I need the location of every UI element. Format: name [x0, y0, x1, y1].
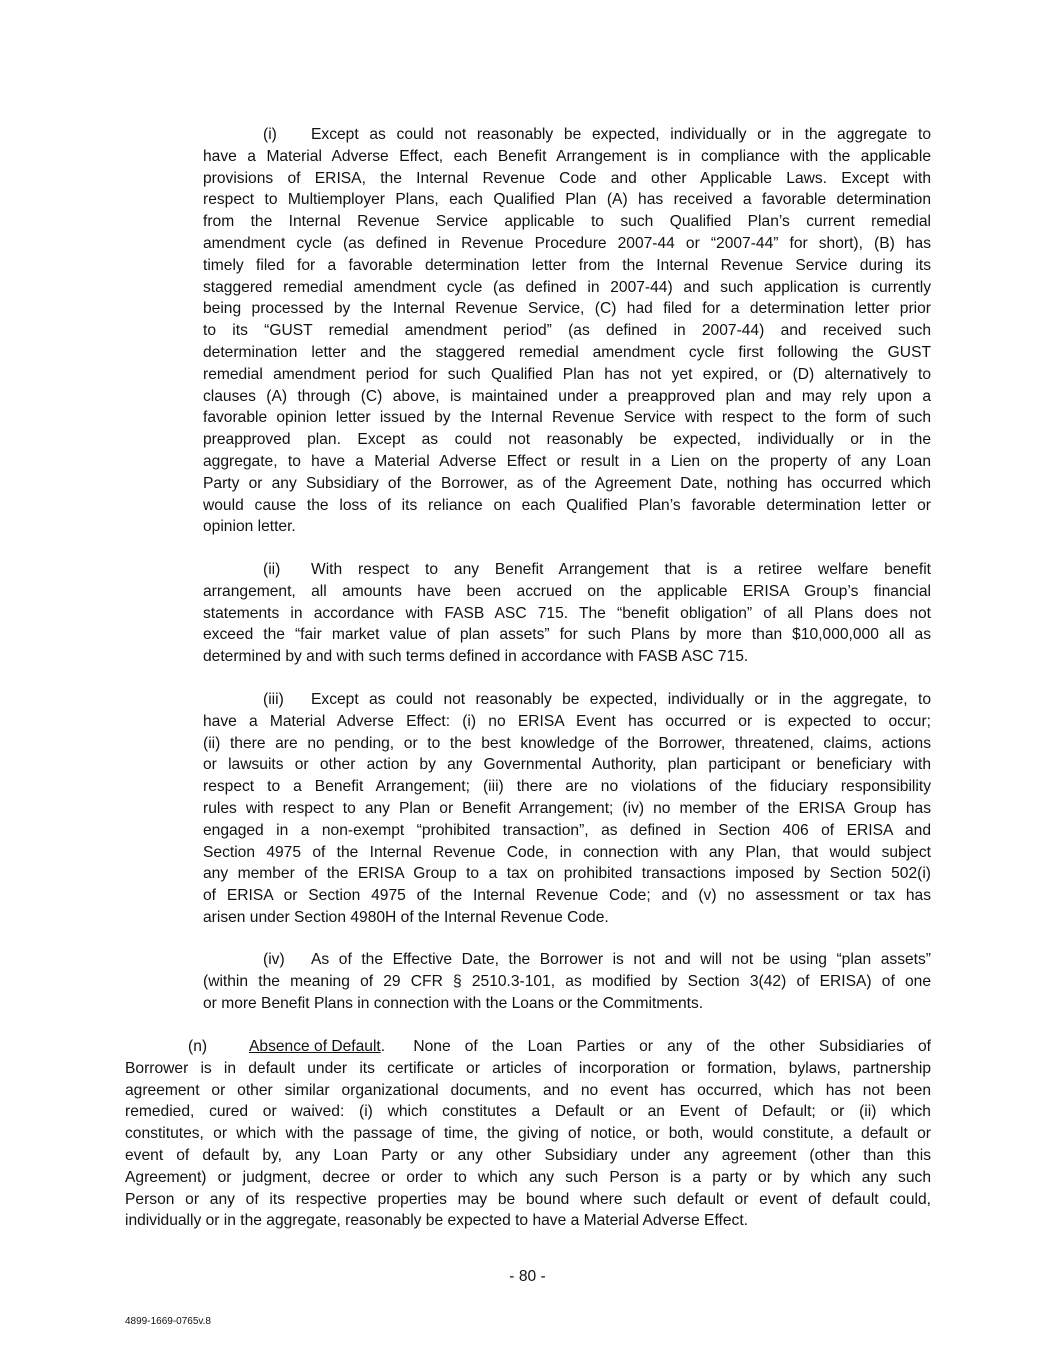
subsection-paragraph: [203, 559, 931, 668]
subsection-paragraph: [203, 124, 931, 538]
paragraph-line: aggregate, to have a Material Adverse Effect or result in a Lien on the property of any Loan: [203, 452, 931, 470]
paragraph-line: event of default by, any Loan Party or any other Subsidiary under any agreement (other than this: [125, 1146, 931, 1164]
paragraph-line: or lawsuits or other action by any Governmental Authority, plan participant or beneficiary with: [203, 756, 931, 774]
paragraph-line: or more Benefit Plans in connection with the Loans or the Commitments.: [203, 994, 704, 1012]
paragraph-line: preapproved plan. Except as could not reasonably be expected, individually or in the: [203, 431, 931, 449]
paragraph-line: provisions of ERISA, the Internal Revenue Code and other Applicable Laws. Except with: [203, 169, 931, 187]
paragraph-line: constitutes, or which with the passage of time, the giving of notice, or both, would constitute, a default or: [125, 1125, 931, 1143]
document-id: 4899-1669-0765v.8: [125, 1316, 211, 1327]
paragraph-line: statements in accordance with FASB ASC 715. The “benefit obligation” of all Plans does not: [203, 604, 931, 622]
paragraph-line: Borrower is in default under its certificate or articles of incorporation or formation, bylaws, partnership: [125, 1059, 931, 1077]
section-label: (n): [188, 1038, 208, 1055]
paragraph-line: Agreement) or judgment, decree or order to which any such Person is a party or by which any such: [125, 1168, 931, 1186]
paragraph-line: opinion letter.: [203, 518, 296, 536]
line-text: . None of the Loan Parties or any of the other Subsidiaries of: [380, 1038, 931, 1055]
paragraph-line: remedial amendment period for such Qualified Plan has not yet expired, or (D) alternatively to: [203, 365, 931, 383]
subsection-label: (ii): [263, 561, 281, 578]
subsection-paragraph: [203, 949, 931, 1014]
subsection-label: (iv): [263, 951, 285, 968]
paragraph-line: remedied, cured or waived: (i) which constitutes a Default or an Event of Default; or (ii) which: [125, 1103, 931, 1121]
paragraph-line: (within the meaning of 29 CFR § 2510.3-101, as modified by Section 3(42) of ERISA) of one: [203, 972, 931, 990]
paragraph-line: Party or any Subsidiary of the Borrower, as of the Agreement Date, nothing has occurred which: [203, 474, 931, 492]
paragraph-line: Person or any of its respective properties may be bound where such default or event of default could,: [125, 1190, 931, 1208]
paragraph-line: staggered remedial amendment cycle (as defined in 2007-44) and such application is currently: [203, 278, 931, 296]
paragraph-line: have a Material Adverse Effect: (i) no ERISA Event has occurred or is expected to occur;: [203, 712, 931, 730]
paragraph-line: engaged in a non-exempt “prohibited transaction”, as defined in Section 406 of ERISA and: [203, 821, 931, 839]
subsection-paragraph: [203, 689, 931, 929]
paragraph-first-line: [203, 559, 931, 581]
paragraph-line: agreement or other similar organizational documents, and no event has occurred, which has not been: [125, 1081, 931, 1099]
paragraph-line: amendment cycle (as defined in Revenue Procedure 2007-44 or “2007-44” for short), (B) has: [203, 234, 931, 252]
section-absence-of-default: [125, 1036, 931, 1232]
paragraph-line: individually or in the aggregate, reasonably be expected to have a Material Adverse Effect.: [125, 1212, 748, 1230]
page-number: - 80 -: [509, 1268, 546, 1285]
paragraph-line: have a Material Adverse Effect, each Benefit Arrangement is in compliance with the applicable: [203, 147, 931, 165]
paragraph-line: to its “GUST remedial amendment period” (as defined in 2007-44) and received such: [203, 322, 931, 340]
subsection-label: (iii): [263, 691, 284, 708]
paragraph-first-line: [125, 1036, 931, 1058]
paragraph-first-line: [203, 124, 931, 146]
paragraph-line: favorable opinion letter issued by the Internal Revenue Service with respect to the form of such: [203, 409, 931, 427]
paragraph-line: being processed by the Internal Revenue Service, (C) had filed for a determination letter prior: [203, 300, 931, 318]
paragraph-line: from the Internal Revenue Service applicable to such Qualified Plan’s current remedial: [203, 213, 931, 231]
paragraph-line: (ii) there are no pending, or to the best knowledge of the Borrower, threatened, claims, actions: [203, 734, 931, 752]
line-text: As of the Effective Date, the Borrower is not and will not be using “plan assets”: [311, 951, 931, 968]
paragraph-line: determination letter and the staggered remedial amendment cycle first following the GUST: [203, 343, 931, 361]
paragraph-first-line: [203, 949, 931, 971]
paragraph-line: arrangement, all amounts have been accrued on the applicable ERISA Group’s financial: [203, 582, 931, 600]
line-text: With respect to any Benefit Arrangement that is a retiree welfare benefit: [311, 561, 931, 578]
paragraph-line: arisen under Section 4980H of the Internal Revenue Code.: [203, 908, 609, 926]
paragraph-line: respect to Multiemployer Plans, each Qualified Plan (A) has received a favorable determination: [203, 191, 931, 209]
paragraph-line: clauses (A) through (C) above, is maintained under a preapproved plan and may rely upon a: [203, 387, 931, 405]
paragraph-line: determined by and with such terms defined in accordance with FASB ASC 715.: [203, 648, 749, 666]
paragraph-first-line: [203, 689, 931, 711]
paragraph-line: Section 4975 of the Internal Revenue Code, in connection with any Plan, that would subject: [203, 843, 931, 861]
section-heading: Absence of Default: [249, 1038, 381, 1055]
paragraph-line: of ERISA or Section 4975 of the Internal Revenue Code; and (v) no assessment or tax has: [203, 887, 931, 905]
paragraph-line: timely filed for a favorable determination letter from the Internal Revenue Service during its: [203, 256, 931, 274]
paragraph-line: any member of the ERISA Group to a tax on prohibited transactions imposed by Section 502(i): [203, 865, 931, 883]
paragraph-line: exceed the “fair market value of plan assets” for such Plans by more than $10,000,000 all as: [203, 626, 931, 644]
paragraph-line: respect to a Benefit Arrangement; (iii) there are no violations of the fiduciary responsibility: [203, 778, 931, 796]
paragraph-line: would cause the loss of its reliance on each Qualified Plan’s favorable determination letter or: [203, 496, 931, 514]
subsection-label: (i): [263, 126, 277, 143]
paragraph-line: rules with respect to any Plan or Benefit Arrangement; (iv) no member of the ERISA Group has: [203, 799, 931, 817]
line-text: Except as could not reasonably be expected, individually or in the aggregate to: [311, 126, 931, 143]
line-text: Except as could not reasonably be expected, individually or in the aggregate, to: [311, 691, 931, 708]
